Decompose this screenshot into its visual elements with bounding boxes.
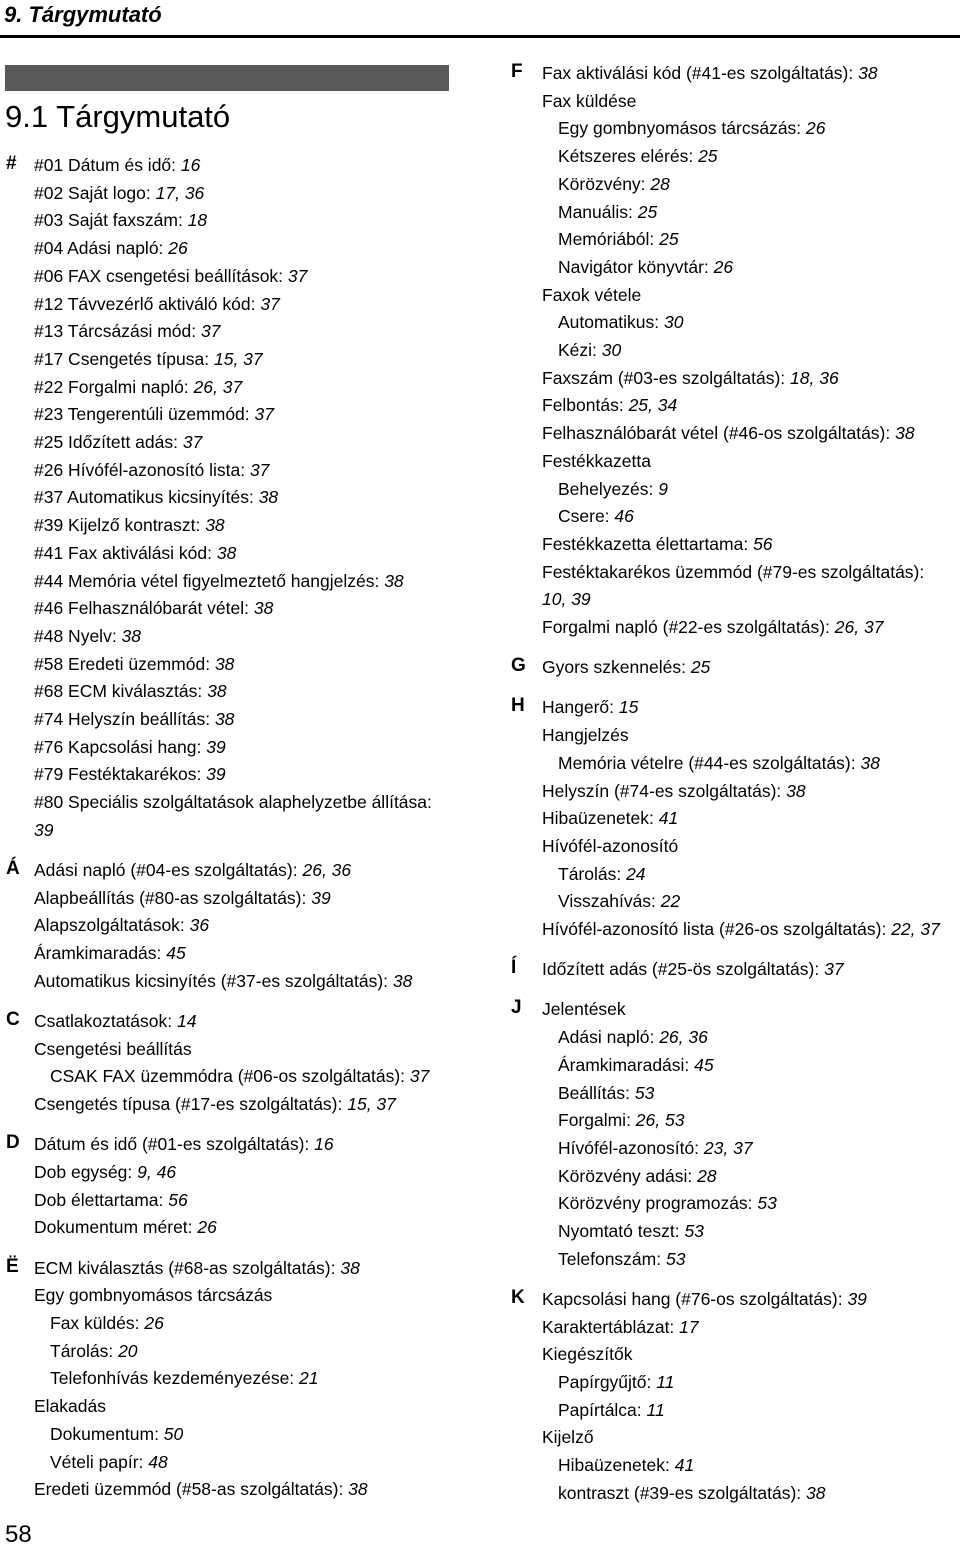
entry-pages: 37 <box>182 432 203 452</box>
entry-text: #25 Időzített adás: <box>34 432 183 452</box>
index-entry <box>542 616 883 638</box>
index-entry <box>558 228 679 250</box>
entry-text: Csere: <box>558 506 615 527</box>
entry-pages: 37 <box>287 265 308 286</box>
entry-pages: 45 <box>694 1054 714 1075</box>
entry-text: Egy gombnyomásos tárcsázás: <box>558 118 807 139</box>
entry-pages: 16 <box>180 155 201 175</box>
entry-text: kontraszt (#39-es szolgáltatás): <box>558 1482 807 1503</box>
entry-text: Visszahívás: <box>558 891 661 912</box>
index-entry <box>50 1367 319 1389</box>
index-entry <box>34 154 200 176</box>
entry-pages: 18, 36 <box>790 367 839 388</box>
entry-pages: 26 <box>806 118 826 139</box>
entry-text: #41 Fax aktiválási kód: <box>34 542 217 563</box>
entry-pages: 41 <box>674 1455 695 1476</box>
index-entry <box>542 62 878 84</box>
entry-pages: 15 <box>618 697 639 718</box>
entry-pages: 9 <box>658 478 668 499</box>
entry-pages: 46 <box>614 506 634 527</box>
entry-pages: 36 <box>189 915 210 936</box>
index-entry <box>558 1399 665 1421</box>
entry-pages: 38 <box>207 681 227 702</box>
entry-pages: 20 <box>118 1340 138 1361</box>
index-entry <box>50 1451 168 1473</box>
entry-pages: 37 <box>254 404 274 425</box>
index-entry <box>34 348 263 370</box>
index-letter: K <box>511 1286 525 1308</box>
entry-pages: 45 <box>166 943 186 964</box>
entry-text: Kétszeres elérés: <box>558 146 699 167</box>
entry-text: #44 Memória vétel figyelmeztető hangjelzés: <box>34 570 385 591</box>
entry-pages: 50 <box>163 1423 184 1444</box>
entry-text: Automatikus: <box>558 312 665 333</box>
entry-text: Festékkazetta <box>542 450 651 471</box>
entry-pages: 38 <box>121 625 142 646</box>
section-title: 9.1 Tárgymutató <box>5 99 231 134</box>
entry-pages: 53 <box>757 1193 777 1214</box>
index-entry <box>558 1248 685 1270</box>
entry-text: #04 Adási napló: <box>34 238 169 259</box>
entry-text: Beállítás: <box>558 1082 635 1103</box>
entry-text: Dob egység: <box>34 1162 138 1182</box>
index-letter: J <box>511 997 522 1019</box>
index-letter: # <box>6 153 17 174</box>
entry-text: Fax aktiválási kód (#41-es szolgáltatás): <box>542 63 859 83</box>
entry-text: Fax küldés: <box>50 1313 145 1333</box>
entry-text: #68 ECM kiválasztás: <box>34 681 208 702</box>
entry-text: Nyomtató teszt: <box>558 1221 685 1241</box>
index-entry <box>542 998 626 1020</box>
index-letter: C <box>6 1009 20 1030</box>
entry-pages: 15, 37 <box>347 1094 396 1115</box>
index-entry <box>34 514 225 536</box>
entry-pages: 15, 37 <box>213 348 263 369</box>
entry-text: Telefonhívás kezdeményezése: <box>50 1368 300 1389</box>
index-entry <box>34 1478 368 1500</box>
entry-text: Elakadás <box>34 1396 106 1417</box>
entry-text: Jelentések <box>542 999 626 1020</box>
entry-text: Dátum és idő (#01-es szolgáltatás): <box>34 1134 315 1155</box>
index-entry <box>34 970 412 992</box>
entry-text: Helyszín (#74-es szolgáltatás): <box>542 780 787 801</box>
entry-text: Áramkimaradás: <box>34 943 167 964</box>
index-entry <box>50 1065 429 1087</box>
entry-text: Hívófél-azonosító <box>542 835 679 856</box>
entry-pages: 21 <box>299 1368 319 1389</box>
entry-pages: 37 <box>409 1066 430 1087</box>
entry-pages: 48 <box>148 1451 168 1472</box>
index-entry <box>542 1343 632 1365</box>
entry-pages: 38 <box>384 570 404 591</box>
entry-text: #06 FAX csengetési beállítások: <box>34 265 288 286</box>
entry-text: Hangjelzés <box>542 725 629 746</box>
entry-text: #02 Saját logo: <box>34 182 156 203</box>
index-letter: Á <box>6 858 20 879</box>
entry-pages: 56 <box>753 533 773 554</box>
index-entry <box>558 1109 684 1131</box>
index-letter: Ë <box>6 1255 19 1277</box>
index-entry <box>34 1010 196 1032</box>
entry-pages: 38 <box>348 1479 368 1500</box>
index-entry <box>558 1454 694 1476</box>
index-entry <box>34 763 226 785</box>
index-entry <box>558 478 668 500</box>
index-entry <box>34 403 274 425</box>
entry-text: Vételi papír: <box>50 1451 149 1472</box>
entry-text: Hívófél-azonosító lista (#26-os szolgáltatás): <box>542 919 892 939</box>
entry-text: #03 Saját faxszám: <box>34 210 188 231</box>
index-entry <box>558 1192 777 1214</box>
index-entry <box>34 791 432 813</box>
index-entry <box>542 1316 699 1338</box>
index-entry <box>542 696 638 718</box>
index-entry <box>542 1426 594 1448</box>
index-entry <box>34 209 207 231</box>
entry-text: #17 Csengetés típusa: <box>34 348 214 369</box>
entry-pages: 38 <box>253 598 274 619</box>
entry-pages: 53 <box>634 1082 655 1103</box>
entry-pages: 38 <box>258 487 279 508</box>
entry-pages: 37 <box>260 293 280 314</box>
entry-pages: 30 <box>601 340 622 360</box>
entry-pages: 26 <box>144 1313 164 1333</box>
page-number: 58 <box>5 1521 32 1548</box>
entry-pages: 37 <box>249 459 270 480</box>
entry-text: Behelyezés: <box>558 478 659 499</box>
entry-text: Dokumentum méret: <box>34 1217 198 1238</box>
entry-text: #37 Automatikus kicsinyítés: <box>34 487 259 508</box>
index-entry <box>50 1312 164 1334</box>
index-entry <box>542 588 591 610</box>
index-entry <box>558 1371 674 1393</box>
entry-pages: 16 <box>314 1134 334 1155</box>
entry-pages: 39 <box>34 819 54 840</box>
entry-pages: 38 <box>858 63 878 83</box>
index-entry <box>34 1038 192 1060</box>
entry-text: #46 Felhasználóbarát vétel: <box>34 598 254 619</box>
entry-pages: 37 <box>824 959 844 980</box>
index-entry <box>558 1054 714 1076</box>
entry-pages: 23, 37 <box>703 1137 753 1158</box>
index-entry <box>542 1288 867 1310</box>
entry-pages: 25, 34 <box>628 395 678 416</box>
entry-text: Alapbeállítás (#80-as szolgáltatás): <box>34 887 312 908</box>
index-letter: Í <box>511 957 517 979</box>
entry-text: Adási napló (#04-es szolgáltatás): <box>34 860 303 880</box>
entry-text: Körözvény: <box>558 173 651 194</box>
index-entry <box>34 1216 217 1238</box>
index-entry <box>558 1482 826 1504</box>
index-entry <box>34 914 209 936</box>
entry-pages: 38 <box>205 515 225 536</box>
index-entry <box>34 237 188 259</box>
entry-text: Körözvény programozás: <box>558 1193 758 1214</box>
entry-pages: 22, 37 <box>891 919 940 939</box>
entry-text: #23 Tengerentúli üzemmód: <box>34 404 255 425</box>
index-entry <box>50 1340 138 1362</box>
index-entry <box>558 863 646 885</box>
entry-pages: 39 <box>311 887 331 908</box>
entry-text: #58 Eredeti üzemmód: <box>34 653 215 674</box>
entry-text: Papírgyűjtő: <box>558 1372 657 1392</box>
index-entry <box>34 1189 188 1211</box>
entry-text: #13 Tárcsázási mód: <box>34 321 201 342</box>
index-entry <box>34 376 242 398</box>
entry-pages: 53 <box>684 1221 704 1241</box>
entry-text: Áramkimaradási: <box>558 1054 695 1075</box>
entry-pages: 53 <box>665 1248 686 1269</box>
index-entry <box>34 736 226 758</box>
entry-text: Hibaüzenetek: <box>542 808 659 829</box>
entry-pages: 25 <box>690 657 711 678</box>
entry-text: Tárolás: <box>558 863 627 884</box>
index-entry <box>558 117 826 139</box>
entry-pages: 26, 53 <box>635 1110 685 1131</box>
entry-pages: 39 <box>206 736 226 757</box>
entry-pages: 14 <box>176 1011 197 1031</box>
entry-text: Hívófél-azonosító: <box>558 1137 704 1158</box>
entry-pages: 30 <box>664 312 684 333</box>
index-entry <box>558 173 670 195</box>
index-letter: G <box>511 655 526 677</box>
entry-text: Tárolás: <box>50 1340 119 1361</box>
entry-text: Dokumentum: <box>50 1423 164 1444</box>
index-entry <box>34 708 234 730</box>
index-entry <box>34 819 53 841</box>
entry-pages: 56 <box>168 1189 188 1210</box>
header-rule <box>0 35 960 38</box>
index-entry <box>34 1133 334 1155</box>
index-letter: D <box>6 1132 20 1154</box>
entry-text: #01 Dátum és idő: <box>34 155 181 175</box>
entry-text: #48 Nyelv: <box>34 625 122 646</box>
index-entry <box>558 505 634 527</box>
index-entry <box>542 780 806 802</box>
index-entry <box>558 1137 753 1159</box>
index-entry <box>558 1220 704 1242</box>
entry-pages: 26, 36 <box>659 1027 708 1048</box>
entry-pages: 26, 37 <box>193 376 243 397</box>
index-entry <box>34 597 273 619</box>
entry-text: Felhasználóbarát vétel (#46-os szolgáltatás): <box>542 423 896 444</box>
entry-text: Felbontás: <box>542 395 629 416</box>
index-entry <box>542 422 915 444</box>
entry-pages: 25 <box>659 229 679 250</box>
index-entry <box>542 533 773 555</box>
index-entry <box>34 1161 176 1183</box>
entry-text: CSAK FAX üzemmódra (#06-os szolgáltatás): <box>50 1066 410 1087</box>
entry-text: #22 Forgalmi napló: <box>34 376 194 397</box>
index-entry <box>34 1284 272 1306</box>
entry-pages: 38 <box>806 1482 826 1503</box>
index-entry <box>542 918 940 940</box>
entry-pages: 11 <box>646 1399 665 1420</box>
index-entry <box>542 807 678 829</box>
entry-text: Faxszám (#03-es szolgáltatás): <box>542 367 791 388</box>
index-entry <box>34 486 278 508</box>
entry-pages: 38 <box>786 780 806 801</box>
entry-text: #12 Távvezérlő aktiváló kód: <box>34 293 261 314</box>
entry-text: Automatikus kicsinyítés (#37-es szolgáltatás): <box>34 970 393 991</box>
header-title: 9. Tárgymutató <box>4 2 162 27</box>
entry-text: ECM kiválasztás (#68-as szolgáltatás): <box>34 1257 341 1278</box>
entry-pages: 37 <box>200 321 221 342</box>
entry-text: Gyors szkennelés: <box>542 657 691 678</box>
index-entry <box>34 887 331 909</box>
index-entry <box>558 311 684 333</box>
index-entry <box>542 394 677 416</box>
entry-pages: 25 <box>637 201 658 222</box>
entry-pages: 38 <box>214 709 235 729</box>
entry-text: Forgalmi: <box>558 1110 636 1131</box>
entry-pages: 38 <box>216 542 237 563</box>
entry-pages: 38 <box>860 752 880 773</box>
entry-pages: 24 <box>626 863 646 884</box>
entry-pages: 26, 37 <box>834 617 884 637</box>
entry-pages: 28 <box>697 1165 717 1186</box>
entry-pages: 38 <box>340 1257 360 1278</box>
entry-text: Alapszolgáltatások: <box>34 915 190 936</box>
section-bar <box>5 65 449 91</box>
entry-text: Kézi: <box>558 340 602 360</box>
index-entry <box>558 339 621 361</box>
index-entry <box>34 320 220 342</box>
index-entry <box>34 431 202 453</box>
index-entry <box>558 145 718 167</box>
index-entry <box>558 1026 708 1048</box>
index-entry <box>34 570 404 592</box>
entry-pages: 18 <box>187 210 208 231</box>
entry-text: Manuális: <box>558 201 638 222</box>
entry-pages: 11 <box>656 1372 675 1392</box>
index-entry <box>542 958 844 980</box>
entry-text: Festékkazetta élettartama: <box>542 533 754 554</box>
entry-text: Festéktakarékos üzemmód (#79-es szolgáltatás): <box>542 561 925 582</box>
entry-pages: 39 <box>206 764 226 785</box>
index-entry <box>34 625 141 647</box>
entry-text: Kijelző <box>542 1427 594 1448</box>
index-entry <box>542 835 678 857</box>
entry-pages: 10, 39 <box>542 589 591 610</box>
entry-text: Kiegészítők <box>542 1344 633 1365</box>
entry-pages: 9, 46 <box>137 1162 177 1182</box>
entry-text: Időzített adás (#25-ös szolgáltatás): <box>542 959 825 980</box>
entry-text: #26 Hívófél-azonosító lista: <box>34 459 250 480</box>
entry-text: Hangerő: <box>542 697 619 718</box>
index-letter: H <box>511 695 525 717</box>
entry-text: Kapcsolási hang (#76-os szolgáltatás): <box>542 1288 848 1309</box>
index-entry <box>558 752 880 774</box>
index-entry <box>34 942 186 964</box>
entry-pages: 22 <box>660 891 681 912</box>
index-entry <box>558 201 657 223</box>
entry-text: Adási napló: <box>558 1027 660 1048</box>
entry-text: Memóriából: <box>558 229 660 250</box>
entry-pages: 28 <box>650 173 670 194</box>
index-entry <box>542 450 651 472</box>
entry-text: #80 Speciális szolgáltatások alaphelyzetbe állítása: <box>34 792 432 813</box>
entry-text: Navigátor könyvtár: <box>558 256 714 277</box>
entry-text: #74 Helyszín beállítás: <box>34 709 215 729</box>
entry-text: Forgalmi napló (#22-es szolgáltatás): <box>542 617 835 637</box>
index-entry <box>542 284 641 306</box>
entry-text: Csengetési beállítás <box>34 1038 192 1059</box>
entry-pages: 38 <box>392 970 413 991</box>
index-entry <box>34 459 269 481</box>
entry-pages: 17, 36 <box>155 182 205 203</box>
entry-text: Faxok vétele <box>542 284 642 305</box>
entry-text: Fax küldése <box>542 90 637 111</box>
index-entry <box>542 90 636 112</box>
entry-text: Telefonszám: <box>558 1248 666 1269</box>
entry-text: Memória vételre (#44-es szolgáltatás): <box>558 752 861 773</box>
index-entry <box>542 561 924 583</box>
entry-pages: 26, 36 <box>302 860 352 880</box>
index-entry <box>558 1082 654 1104</box>
entry-pages: 25 <box>698 146 718 167</box>
entry-text: Egy gombnyomásos tárcsázás <box>34 1285 273 1306</box>
entry-pages: 38 <box>895 423 915 444</box>
entry-text: Csengetés típusa (#17-es szolgáltatás): <box>34 1094 348 1115</box>
index-entry <box>34 1093 396 1115</box>
entry-pages: 41 <box>658 808 679 829</box>
entry-text: Körözvény adási: <box>558 1165 698 1186</box>
entry-text: Papírtálca: <box>558 1399 647 1420</box>
index-entry <box>34 293 280 315</box>
entry-text: Eredeti üzemmód (#58-as szolgáltatás): <box>34 1479 349 1500</box>
entry-text: Csatlakoztatások: <box>34 1011 177 1031</box>
index-entry <box>558 1165 717 1187</box>
entry-pages: 17 <box>679 1316 699 1337</box>
entry-pages: 26 <box>197 1217 217 1238</box>
entry-pages: 26 <box>168 238 188 259</box>
index-entry <box>34 653 234 675</box>
index-entry <box>542 656 710 678</box>
index-entry <box>34 1395 106 1417</box>
entry-text: #39 Kijelző kontraszt: <box>34 515 206 536</box>
entry-text: Karaktertáblázat: <box>542 1316 680 1337</box>
index-entry <box>558 256 733 278</box>
index-entry <box>34 542 236 564</box>
entry-text: #76 Kapcsolási hang: <box>34 736 207 757</box>
entry-text: Dob élettartama: <box>34 1189 169 1210</box>
entry-text: #79 Festéktakarékos: <box>34 764 207 785</box>
index-entry <box>558 890 680 912</box>
index-entry <box>34 1257 360 1279</box>
index-entry <box>34 265 307 287</box>
index-entry <box>542 367 839 389</box>
index-entry <box>50 1423 183 1445</box>
index-entry <box>34 182 204 204</box>
index-letter: F <box>511 61 523 82</box>
index-entry <box>542 724 629 746</box>
index-entry <box>34 680 227 702</box>
entry-text: Hibaüzenetek: <box>558 1455 675 1476</box>
index-entry <box>34 859 351 881</box>
entry-pages: 26 <box>713 256 734 277</box>
entry-pages: 38 <box>214 653 235 674</box>
entry-pages: 39 <box>847 1288 867 1309</box>
